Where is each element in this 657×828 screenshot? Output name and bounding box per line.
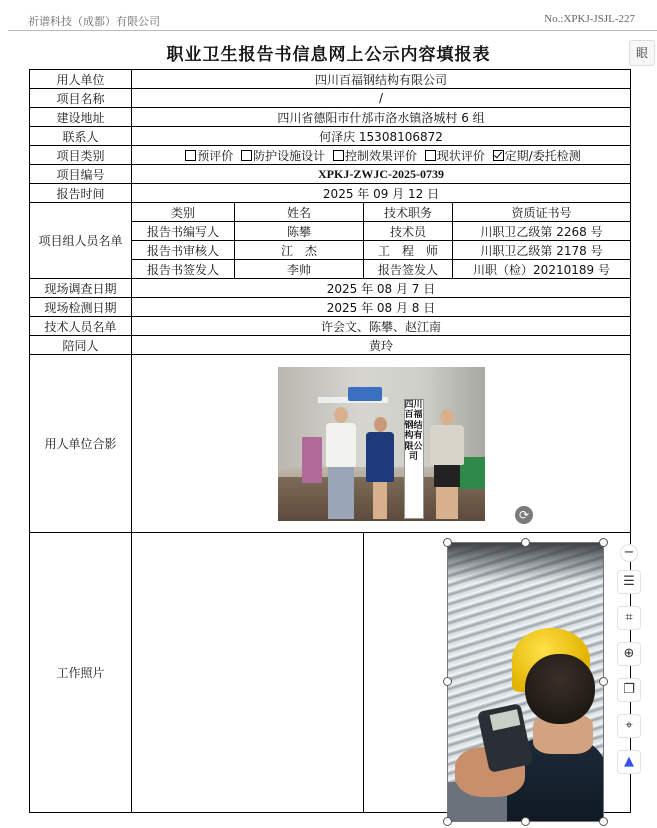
worker-head xyxy=(525,654,595,724)
group-photo-cell xyxy=(132,355,631,533)
work-photo-slot-left[interactable] xyxy=(132,533,364,813)
person-legs xyxy=(373,482,387,519)
team-header-role: 类别 xyxy=(132,203,235,222)
resize-handle-right[interactable] xyxy=(599,677,608,686)
page-title: 职业卫生报告书信息网上公示内容填报表 xyxy=(166,45,491,65)
row-test-date xyxy=(30,298,631,317)
checkbox-pre-evaluation[interactable]: 预评价 xyxy=(181,149,233,163)
member-cert[interactable]: 川职卫乙级第 2268 号 xyxy=(453,222,631,241)
checkbox-control-evaluation[interactable]: 控制效果评价 xyxy=(329,149,417,163)
row-contact xyxy=(30,127,631,146)
checkbox-icon xyxy=(241,150,252,161)
team-header-title: 技术职务 xyxy=(364,203,453,222)
scan-icon[interactable]: ⌖ xyxy=(617,714,641,738)
project-name-value[interactable]: / xyxy=(132,89,631,108)
photo-blue-box xyxy=(348,387,382,401)
project-name-label: 项目名称 xyxy=(30,89,132,108)
group-photo[interactable] xyxy=(278,367,485,521)
test-date-label: 现场检测日期 xyxy=(30,298,132,317)
row-project-type xyxy=(30,146,631,165)
member-name[interactable]: 陈攀 xyxy=(235,222,364,241)
checkbox-status-evaluation[interactable]: 现状评价 xyxy=(421,149,485,163)
project-type-options xyxy=(132,146,631,165)
resize-handle-top[interactable] xyxy=(521,538,530,547)
address-label: 建设地址 xyxy=(30,108,132,127)
project-no-value[interactable]: XPKJ-ZWJC-2025-0739 xyxy=(132,165,631,184)
technicians-label: 技术人员名单 xyxy=(30,317,132,336)
zoom-icon[interactable]: ⊕ xyxy=(617,642,641,666)
technicians-value[interactable]: 许会文、陈攀、赵江南 xyxy=(132,317,631,336)
row-escort xyxy=(30,336,631,355)
member-title[interactable]: 工 程 师 xyxy=(364,241,453,260)
person-head xyxy=(440,409,454,425)
person-body xyxy=(366,432,394,482)
member-role[interactable]: 报告书审核人 xyxy=(132,241,235,260)
person-legs xyxy=(328,467,354,519)
person-shorts xyxy=(434,465,460,487)
row-technicians xyxy=(30,317,631,336)
report-date-label: 报告时间 xyxy=(30,184,132,203)
checkbox-icon xyxy=(425,150,436,161)
crop-icon[interactable]: ⌗ xyxy=(617,606,641,630)
rotate-handle-icon[interactable]: ⟳ xyxy=(515,506,533,524)
row-address xyxy=(30,108,631,127)
company-sign-board: 四川百福钢结构有限公司 xyxy=(404,399,424,519)
member-title[interactable]: 技术员 xyxy=(364,222,453,241)
row-group-photo xyxy=(30,355,631,533)
copy-icon[interactable]: ❐ xyxy=(617,678,641,702)
photo-shadow xyxy=(447,542,604,582)
minus-icon[interactable]: − xyxy=(620,544,638,562)
address-value[interactable]: 四川省德阳市什邡市洛水镇洛城村 6 组 xyxy=(132,108,631,127)
work-photos-label: 工作照片 xyxy=(30,533,132,813)
checkbox-periodic-testing[interactable]: 定期/委托检测 xyxy=(489,149,581,163)
header-divider xyxy=(8,30,657,31)
contact-label: 联系人 xyxy=(30,127,132,146)
work-photo-selected[interactable] xyxy=(447,542,604,822)
contact-value[interactable]: 何泽庆 15308106872 xyxy=(132,127,631,146)
person-body xyxy=(430,425,464,465)
reading-mode-button[interactable]: 眼 xyxy=(629,40,655,66)
member-cert[interactable]: 川职卫乙级第 2178 号 xyxy=(453,241,631,260)
employer-label: 用人单位 xyxy=(30,70,132,89)
document-number: No.:XPKJ-JSJL-227 xyxy=(544,13,635,25)
resize-handle-bottom-right[interactable] xyxy=(599,817,608,826)
test-date-value[interactable]: 2025 年 08 月 8 日 xyxy=(132,298,631,317)
team-label: 项目组人员名单 xyxy=(30,203,132,279)
member-role[interactable]: 报告书编写人 xyxy=(132,222,235,241)
member-role[interactable]: 报告书签发人 xyxy=(132,260,235,279)
group-photo-label: 用人单位合影 xyxy=(30,355,132,533)
member-cert[interactable]: 川职（检）20210189 号 xyxy=(453,260,631,279)
resize-handle-top-right[interactable] xyxy=(599,538,608,547)
team-header-row xyxy=(30,203,631,222)
project-no-label: 项目编号 xyxy=(30,165,132,184)
resize-handle-bottom[interactable] xyxy=(521,817,530,826)
checkbox-icon xyxy=(185,150,196,161)
survey-date-label: 现场调查日期 xyxy=(30,279,132,298)
report-date-value[interactable]: 2025 年 09 月 12 日 xyxy=(132,184,631,203)
person-body xyxy=(326,423,356,467)
checkbox-checked-icon xyxy=(493,150,504,161)
person-head xyxy=(334,407,348,423)
employer-value[interactable]: 四川百福钢结构有限公司 xyxy=(132,70,631,89)
person-legs xyxy=(436,487,458,519)
row-project-name xyxy=(30,89,631,108)
checkbox-icon xyxy=(333,150,344,161)
ai-icon[interactable]: ▲ xyxy=(617,750,641,774)
row-employer xyxy=(30,70,631,89)
checkbox-protection-design[interactable]: 防护设施设计 xyxy=(237,149,325,163)
member-name[interactable]: 江 杰 xyxy=(235,241,364,260)
member-title[interactable]: 报告签发人 xyxy=(364,260,453,279)
escort-label: 陪同人 xyxy=(30,336,132,355)
team-header-name: 姓名 xyxy=(235,203,364,222)
row-survey-date xyxy=(30,279,631,298)
row-project-no xyxy=(30,165,631,184)
photo-water-cooler xyxy=(302,437,322,483)
person-head xyxy=(374,417,387,432)
resize-handle-left[interactable] xyxy=(443,677,452,686)
project-type-label: 项目类别 xyxy=(30,146,132,165)
member-name[interactable]: 李帅 xyxy=(235,260,364,279)
team-header-cert: 资质证书号 xyxy=(453,203,631,222)
resize-handle-top-left[interactable] xyxy=(443,538,452,547)
company-header: 祈谱科技（成都）有限公司 xyxy=(28,15,160,28)
row-report-date xyxy=(30,184,631,203)
escort-value[interactable]: 黄玲 xyxy=(132,336,631,355)
survey-date-value[interactable]: 2025 年 08 月 7 日 xyxy=(132,279,631,298)
resize-handle-bottom-left[interactable] xyxy=(443,817,452,826)
wrap-icon[interactable]: ☰ xyxy=(617,570,641,594)
